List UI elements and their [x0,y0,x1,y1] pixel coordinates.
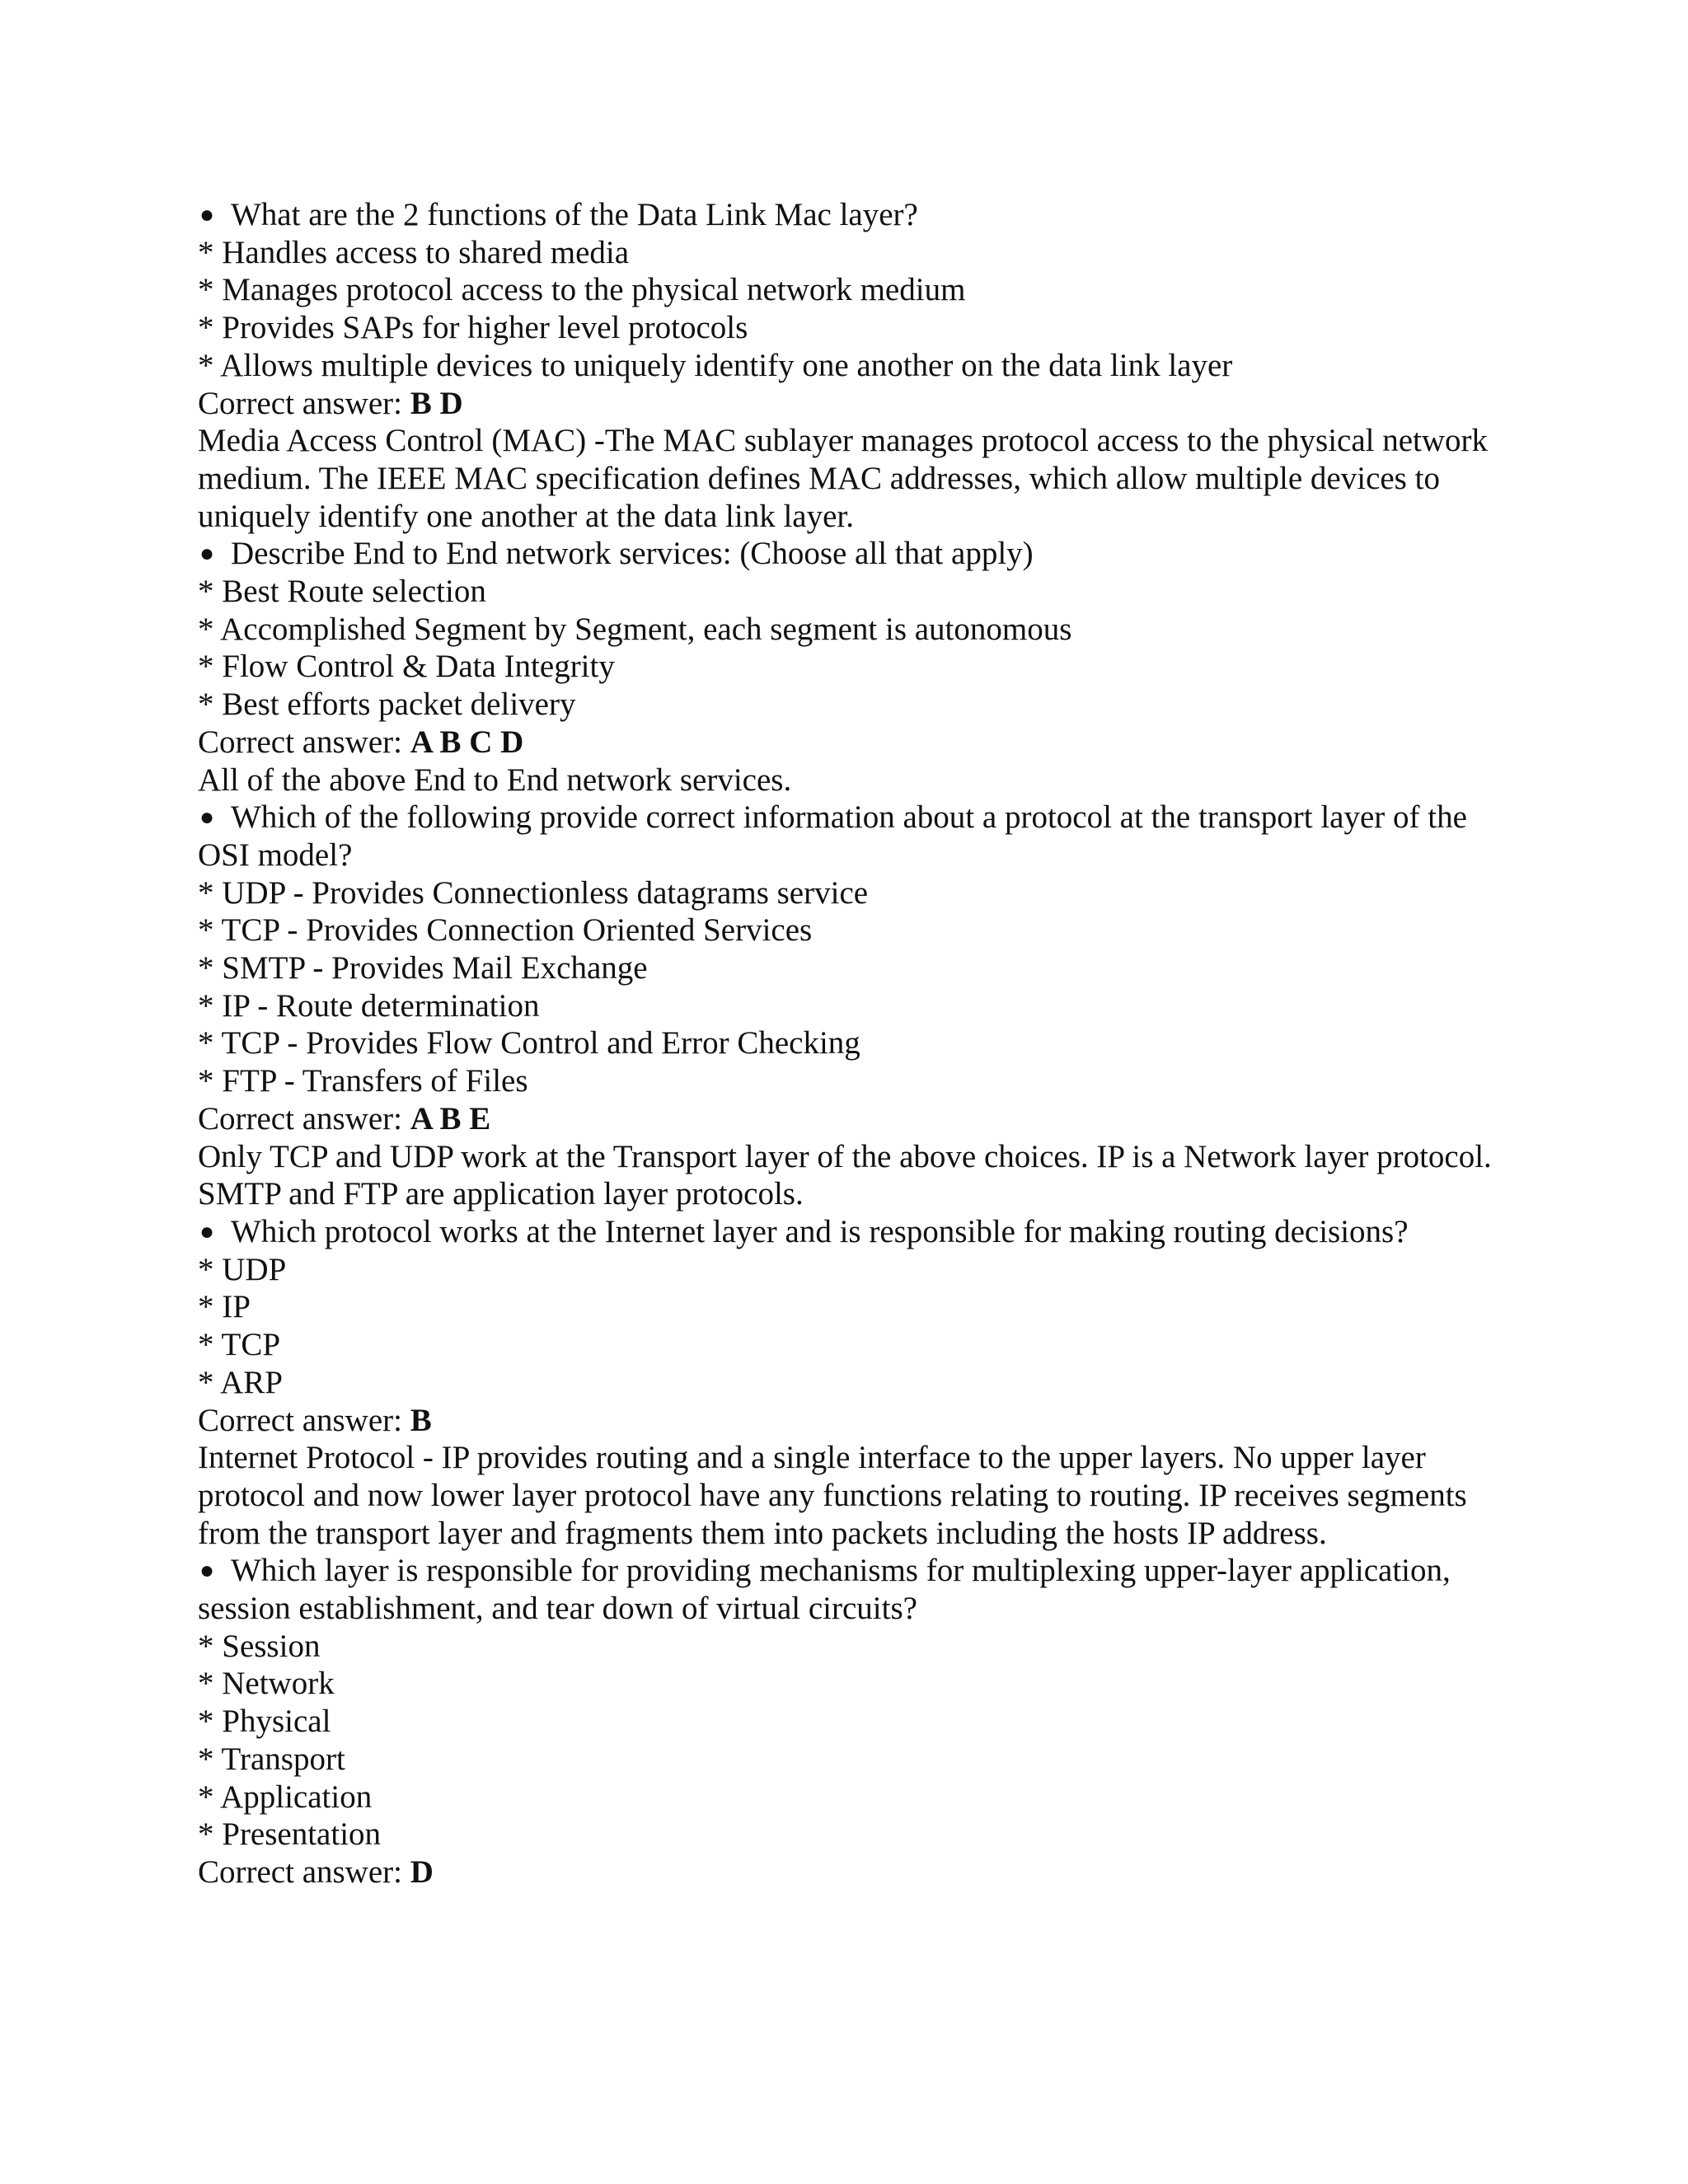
correct-answer: Correct answer: B D [198,385,463,421]
correct-answer-value: A B E [410,1100,491,1137]
answer-option: * Best Route selection [198,574,486,610]
answer-option: * Session [198,1628,321,1664]
answer-option: * Best efforts packet delivery [198,687,576,723]
answer-option: * FTP - Transfers of Files [198,1063,528,1099]
answer-option: * IP [198,1289,251,1325]
question-block [198,1552,1517,1891]
question-text: ● Which layer is responsible for providing mechanisms for multiplexing upper-layer application, session establishment, and tear down of virtual circuits? [198,1553,1451,1627]
answer-option: * TCP - Provides Flow Control and Error Checking [198,1025,860,1062]
bullet-icon: ● [199,1557,215,1585]
answer-option: * UDP - Provides Connectionless datagrams service [198,874,869,911]
answer-option: * Transport [198,1741,345,1777]
question-block [198,535,1517,799]
explanation-text: All of the above End to End network services. [198,762,792,798]
answer-option: * Application [198,1779,373,1815]
answer-option: * IP - Route determination [198,987,540,1024]
correct-answer-value: B D [410,385,463,421]
answer-option: * Flow Control & Data Integrity [198,649,615,685]
answer-option: * Provides SAPs for higher level protocols [198,310,748,346]
correct-answer-value: D [410,1854,434,1890]
question-block [198,196,1517,535]
question-block [198,799,1517,1213]
bullet-icon: ● [199,201,215,228]
explanation-text: Media Access Control (MAC) -The MAC sublayer manages protocol access to the physical network medium. The IEEE MAC specification defines MAC addresses, which allow multiple devices to uniquely identify one another at the data link layer. [198,423,1489,534]
bullet-icon: ● [199,1217,215,1245]
answer-option: * UDP [198,1251,287,1287]
answer-option: * Physical [198,1704,331,1740]
answer-option: * TCP [198,1327,281,1363]
answer-option: * Accomplished Segment by Segment, each segment is autonomous [198,611,1072,647]
correct-answer: Correct answer: D [198,1854,434,1890]
answer-option: * Presentation [198,1816,382,1853]
answer-option: * Network [198,1666,335,1702]
explanation-text: Only TCP and UDP work at the Transport layer of the above choices. IP is a Network layer protocol. SMTP and FTP are application layer protocols. [198,1138,1492,1212]
question-text: ● Which of the following provide correct information about a protocol at the transport layer of the OSI model? [198,799,1467,873]
bullet-icon: ● [199,540,215,568]
correct-answer-value: B [410,1402,432,1438]
question-text: ● What are the 2 functions of the Data Link Mac layer? [199,197,918,232]
correct-answer: Correct answer: A B E [198,1100,491,1137]
question-block [198,1213,1517,1552]
answer-option: * SMTP - Provides Mail Exchange [198,950,648,987]
answer-option: * TCP - Provides Connection Oriented Services [198,912,813,949]
question-text: ● Which protocol works at the Internet layer and is responsible for making routing decisions? [199,1213,1409,1249]
answer-option: * Allows multiple devices to uniquely identify one another on the data link layer [198,347,1233,383]
bullet-icon: ● [199,804,215,832]
explanation-text: Internet Protocol - IP provides routing and a single interface to the upper layers. No upper layer protocol and now lower layer protocol have any functions relating to routing. IP receives segments from the transport layer and fragments them into packets including the hosts IP address. [198,1440,1467,1551]
answer-option: * ARP [198,1364,283,1400]
answer-option: * Handles access to shared media [198,234,630,270]
correct-answer-value: A B C D [410,724,524,760]
question-text: ● Describe End to End network services: (Choose all that apply) [199,536,1034,572]
correct-answer: Correct answer: A B C D [198,724,524,760]
answer-option: * Manages protocol access to the physical network medium [198,272,966,308]
correct-answer: Correct answer: B [198,1402,432,1438]
document-page [198,196,1517,1891]
